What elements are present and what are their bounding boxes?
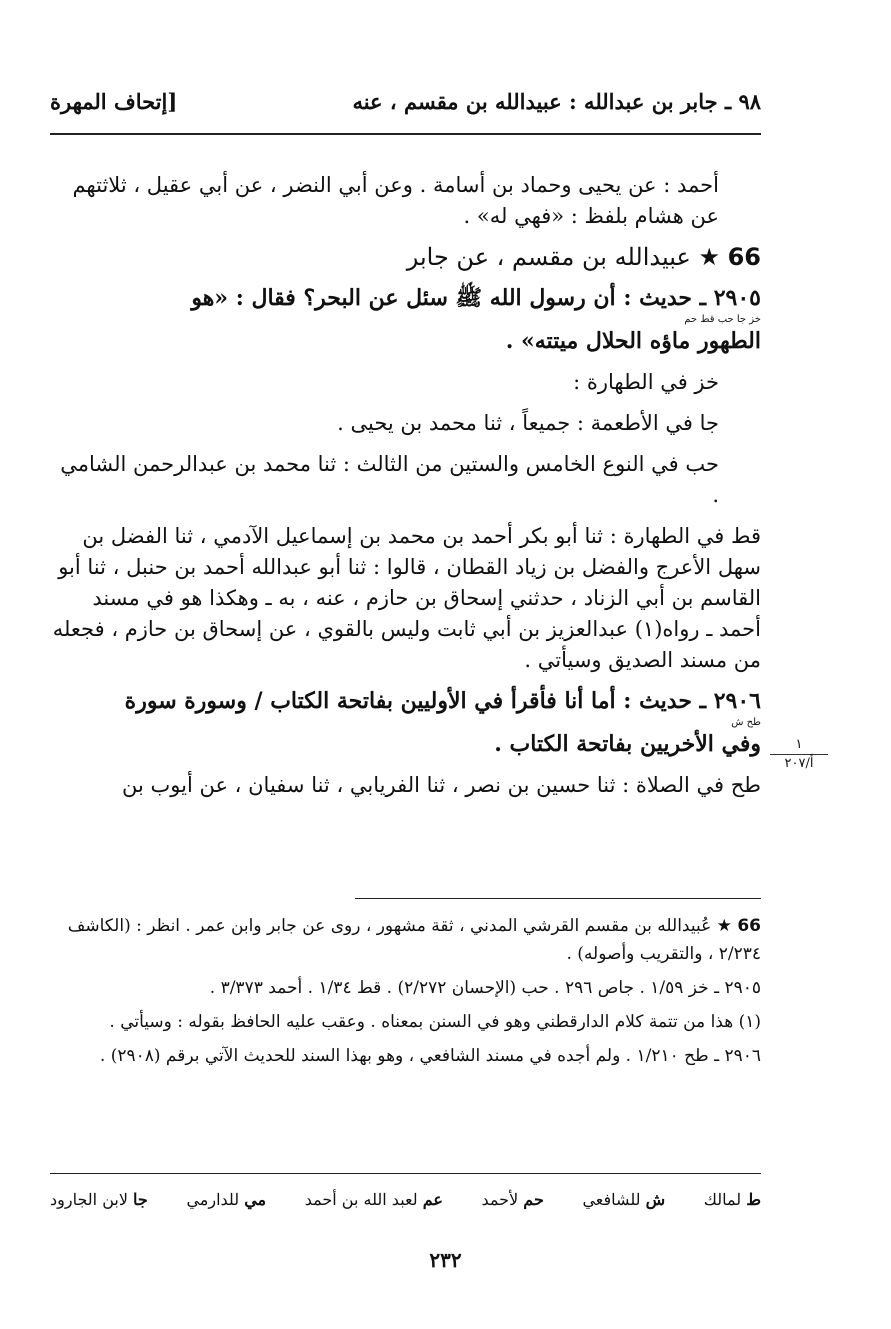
hadith-2905-line2: الطهور ماؤه الحلال ميتته» . [505, 328, 761, 354]
abbr-item: جا لابن الجارود [50, 1190, 148, 1209]
section-heading [50, 242, 761, 273]
section-number: 66 [727, 243, 761, 271]
footnote-2905: ٢٩٠٥ ـ خز ١/٥٩ . جاص ٢٩٦ . حب (الإحسان ٢/٢٧٢) . قط ١/٣٤ . أحمد ٣/٣٧٣ . [209, 978, 761, 998]
footnote-66-number: 66 [737, 916, 761, 936]
abbreviations-divider [50, 1173, 761, 1174]
hadith-2905-line1: ٢٩٠٥ ـ حديث : أن رسول الله ﷺ سئل عن البحر؟ فقال : «هو [191, 285, 761, 311]
hadith-2906-line1: ٢٩٠٦ ـ حديث : أما أنا فأقرأ في الأوليين بفاتحة الكتاب / وسورة سورة [124, 688, 761, 714]
footnote-2906: ٢٩٠٦ ـ طح ١/٢١٠ . ولم أجده في مسند الشافعي ، وهو بهذا السند للحديث الآتي برقم (٢٩٠٨) . [99, 1046, 761, 1066]
footnotes [50, 912, 761, 1076]
footnote-1: (١) هذا من تتمة كلام الدارقطني وهو في السنن بمعناه . وعقب عليه الحافظ بقوله : وسيأتي . [109, 1012, 761, 1032]
source-th: طح في الصلاة : ثنا حسين بن نصر ، ثنا الفريابي ، ثنا سفيان ، عن أيوب بن [122, 773, 761, 797]
source-hb: حب في النوع الخامس والستين من الثالث : ثنا محمد بن عبدالرحمن الشامي . [60, 452, 719, 507]
header-divider [50, 133, 761, 135]
header-chapter-title: ٩٨ ـ جابر بن عبدالله : عبيدالله بن مقسم ، عنه [352, 88, 761, 114]
page-number: ٢٣٢ [429, 1248, 462, 1272]
footnote-66-text: عُبيدالله بن مقسم القرشي المدني ، ثقة مشهور ، روى عن جابر وابن عمر . انظر : (الكاشف ٢/٢٣٤ ، والتقريب وأصوله) . [67, 916, 761, 964]
abbr-item: ش للشافعي [582, 1190, 666, 1209]
abbr-item: عم لعبد الله بن أحمد [304, 1190, 443, 1209]
source-qt: قط في الطهارة : ثنا أبو بكر أحمد بن محمد بن إسماعيل الآدمي ، ثنا الفضل بن سهل الأعرج والفضل بن زياد القطان ، قالوا : ثنا أبو عبدالله أحمد بن حنبل ، ثنا أبو القاسم بن أبي الزناد ، حدثني إسحاق بن حازم ، عنه ، به ـ وهكذا هو في مسند أحمد ـ رواه(١) عبدالعزيز بن أبي ثابت وليس بالقوي ، عن إسحاق بن حازم ، فجعله من مسند الصديق وسيأتي . [52, 524, 761, 672]
abbreviations-legend [50, 1190, 761, 1220]
hadith-2905-symbols: خز جا حب قط حم [684, 314, 761, 325]
hadith-2906-line2: وفي الأخريين بفاتحة الكتاب . [494, 731, 761, 757]
main-text [50, 170, 761, 801]
margin-note-bottom: أ/٢٠٧ [784, 756, 814, 771]
star-icon: ★ [716, 916, 732, 936]
abbr-item: ط لمالك [703, 1190, 761, 1209]
margin-note-top: ١ [795, 737, 803, 752]
section-title: عبيدالله بن مقسم ، عن جابر [406, 243, 691, 271]
footnote-divider [355, 898, 761, 899]
abbr-item: حم لأحمد [481, 1190, 544, 1209]
footnote-66 [50, 912, 761, 968]
margin-folio-note [764, 737, 834, 772]
running-header [50, 86, 761, 116]
hadith-2906-symbols: طح ش [731, 717, 761, 728]
source-khz: خز في الطهارة : [573, 370, 719, 394]
star-icon: ★ [698, 243, 720, 271]
margin-note-divider [770, 754, 828, 755]
paragraph-ahmad: أحمد : عن يحيى وحماد بن أسامة . وعن أبي النضر ، عن أبي عقيل ، ثلاثتهم عن هشام بلفظ : «فهي له» . [72, 173, 719, 228]
header-book-title: [إتحاف المهرة [50, 88, 178, 114]
source-ja: جا في الأطعمة : جميعاً ، ثنا محمد بن يحيى . [337, 411, 719, 435]
abbr-item: مي للدارمي [186, 1190, 267, 1209]
